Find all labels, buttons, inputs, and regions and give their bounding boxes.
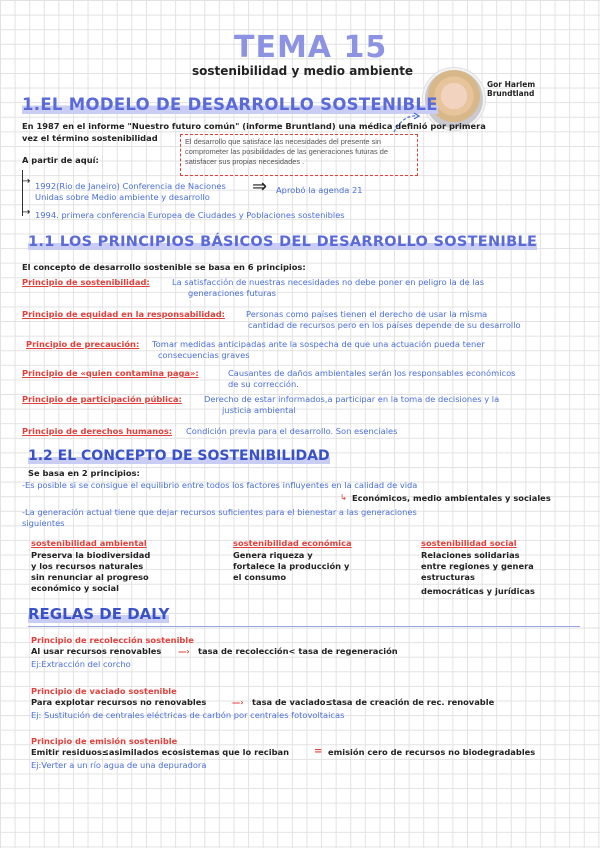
photo-caption-line-1: Gor Harlem [487,80,536,89]
column-social-line: democráticas y jurídicas [421,586,535,596]
principle-text: Derecho de estar informados,a participar en la toma de decisiones y la [204,394,500,404]
arrow-icon: → [22,207,31,218]
concept-principle-2-line-2: siguientes [22,518,65,528]
daly-rule-line-a: Emitir residuos≤asimilados ecosistemas que lo reciban [31,747,290,757]
principle-name: Principio de precaución: [26,339,140,349]
principle-name: Principio de «quien contamina paga»: [22,368,199,378]
section-1-heading: 1.EL MODELO DE DESARROLLO SOSTENIBLE [22,95,438,114]
page-subtitle: sostenibilidad y medio ambiente [192,64,414,78]
timeline-item-1-line-2: Unidas sobre Medio ambiente y desarrollo [35,192,210,202]
principle-text: Tomar medidas anticipadas ante la sospecha de que una actuación pueda tener [152,339,485,349]
principle-text: La satisfacción de nuestras necesidades no debe poner en peligro la de las [172,277,485,287]
principle-name: Principio de participación pública: [22,394,182,404]
column-ambiental-line: sin renunciar al progreso [31,572,149,582]
column-ambiental-line: Preserva la biodiversidad [31,550,151,560]
principle-text: consecuencias graves [158,350,250,360]
daly-rule-title: Principio de recolección sostenible [31,635,194,645]
daly-rule-example: Ej:Extracción del corcho [31,659,131,669]
concept-principle-1-note: Económicos, medio ambientales y sociales [352,493,551,503]
section-1-1-intro: El concepto de desarrollo sostenible se basa en 6 principios: [22,262,306,272]
section-1-2-heading: 1.2 EL CONCEPTO DE SOSTENIBILIDAD [28,448,330,464]
principle-text: Causantes de daños ambientales serán los responsables económicos [228,368,516,378]
section-1-1-heading: 1.1 LOS PRINCIPIOS BÁSICOS DEL DESARROLLO SOSTENIBLE [28,234,538,250]
principle-text: Condición previa para el desarrollo. Son esenciales [186,426,398,436]
column-title-social: sostenibilidad social [421,538,517,548]
from-here-label: A partir de aquí: [22,155,99,165]
column-title-economica: sostenibilidad económica [233,538,352,548]
definition-quote-box: El desarrollo que satisface las necesidades del presente sin comprometer las posibilidades de las generaciones futuras de satisfacer sus propias necesidades . [180,134,418,176]
daly-rule-line-b: tasa de recolección< tasa de regeneración [198,646,398,656]
timeline-item-2: 1994. primera conferencia Europea de Ciudades y Poblaciones sostenibles [35,210,345,220]
column-economica-line: Genera riqueza y [233,550,313,560]
arrow-icon: → [22,176,31,187]
principle-text: cantidad de recursos pero en los países depende de su desarrollo [248,320,521,330]
page-title: TEMA 15 [234,30,388,65]
daly-rule-example: Ej: Sustitución de centrales eléctricas de carbón por centrales fotovoltaicas [31,710,345,720]
section-1-2-intro: Se basa en 2 principios: [28,468,140,478]
principle-text: justicia ambiental [222,405,296,415]
column-economica-line: fortalece la producción y [233,561,350,571]
daly-rule-title: Principio de vaciado sostenible [31,686,177,696]
daly-rule-title: Principio de emisión sostenible [31,736,178,746]
principle-text: generaciones futuras [188,288,277,298]
concept-principle-1: -Es posible si se consigue el equilibrio entre todos los factores influyentes en la calidad de vida [22,480,418,490]
daly-rule-line-a: Al usar recursos renovables [31,646,162,656]
daly-rule-example: Ej:Verter a un río agua de una depuradora [31,760,207,770]
section-1-intro-line-1: En 1987 en el informe "Nuestro futuro común" (informe Bruntland) una médica definió por primera [22,121,486,131]
corner-arrow-icon: ↳ [340,492,347,502]
principle-name: Principio de sostenibilidad: [22,277,150,287]
section-1-intro-line-2: vez el término sostenibilidad [22,133,158,143]
column-title-ambiental: sostenibilidad ambiental [31,538,147,548]
photo-caption-line-2: Brundtland [487,89,535,98]
principle-name: Principio de equidad en la responsabilidad: [22,309,225,319]
concept-principle-2-line-1: -La generación actual tiene que dejar recursos suficientes para el bienestar a las generaciones [22,507,417,517]
timeline-item-1-result: Aprobó la agenda 21 [276,185,363,195]
column-social-line: Relaciones solidarias [421,550,520,560]
quote-arrow-icon [392,110,422,136]
daly-rule-line-b: emisión cero de recursos no biodegradables [328,747,536,757]
divider [28,626,580,627]
column-social-line: estructuras [421,572,475,582]
principle-text: Personas como países tienen el derecho de usar la misma [246,309,488,319]
column-economica-line: el consumo [233,572,287,582]
column-ambiental-line: y los recursos naturales [31,561,144,571]
equals-icon: = [314,746,323,757]
daly-rule-line-b: tasa de vaciado≤tasa de creación de rec. renovable [252,697,495,707]
daly-heading: REGLAS DE DALY [28,605,170,623]
arrow-icon: —› [178,646,190,656]
column-social-line: entre regiones y genera [421,561,534,571]
arrow-icon: —› [232,697,244,707]
principle-name: Principio de derechos humanos: [22,426,173,436]
column-ambiental-line: económico y social [31,583,119,593]
timeline-item-1-line-1: 1992(Rio de Janeiro) Conferencia de Naciones [35,181,226,191]
implies-arrow-icon: ⇒ [252,176,268,197]
daly-rule-line-a: Para explotar recursos no renovables [31,697,207,707]
principle-text: de su corrección. [228,379,299,389]
